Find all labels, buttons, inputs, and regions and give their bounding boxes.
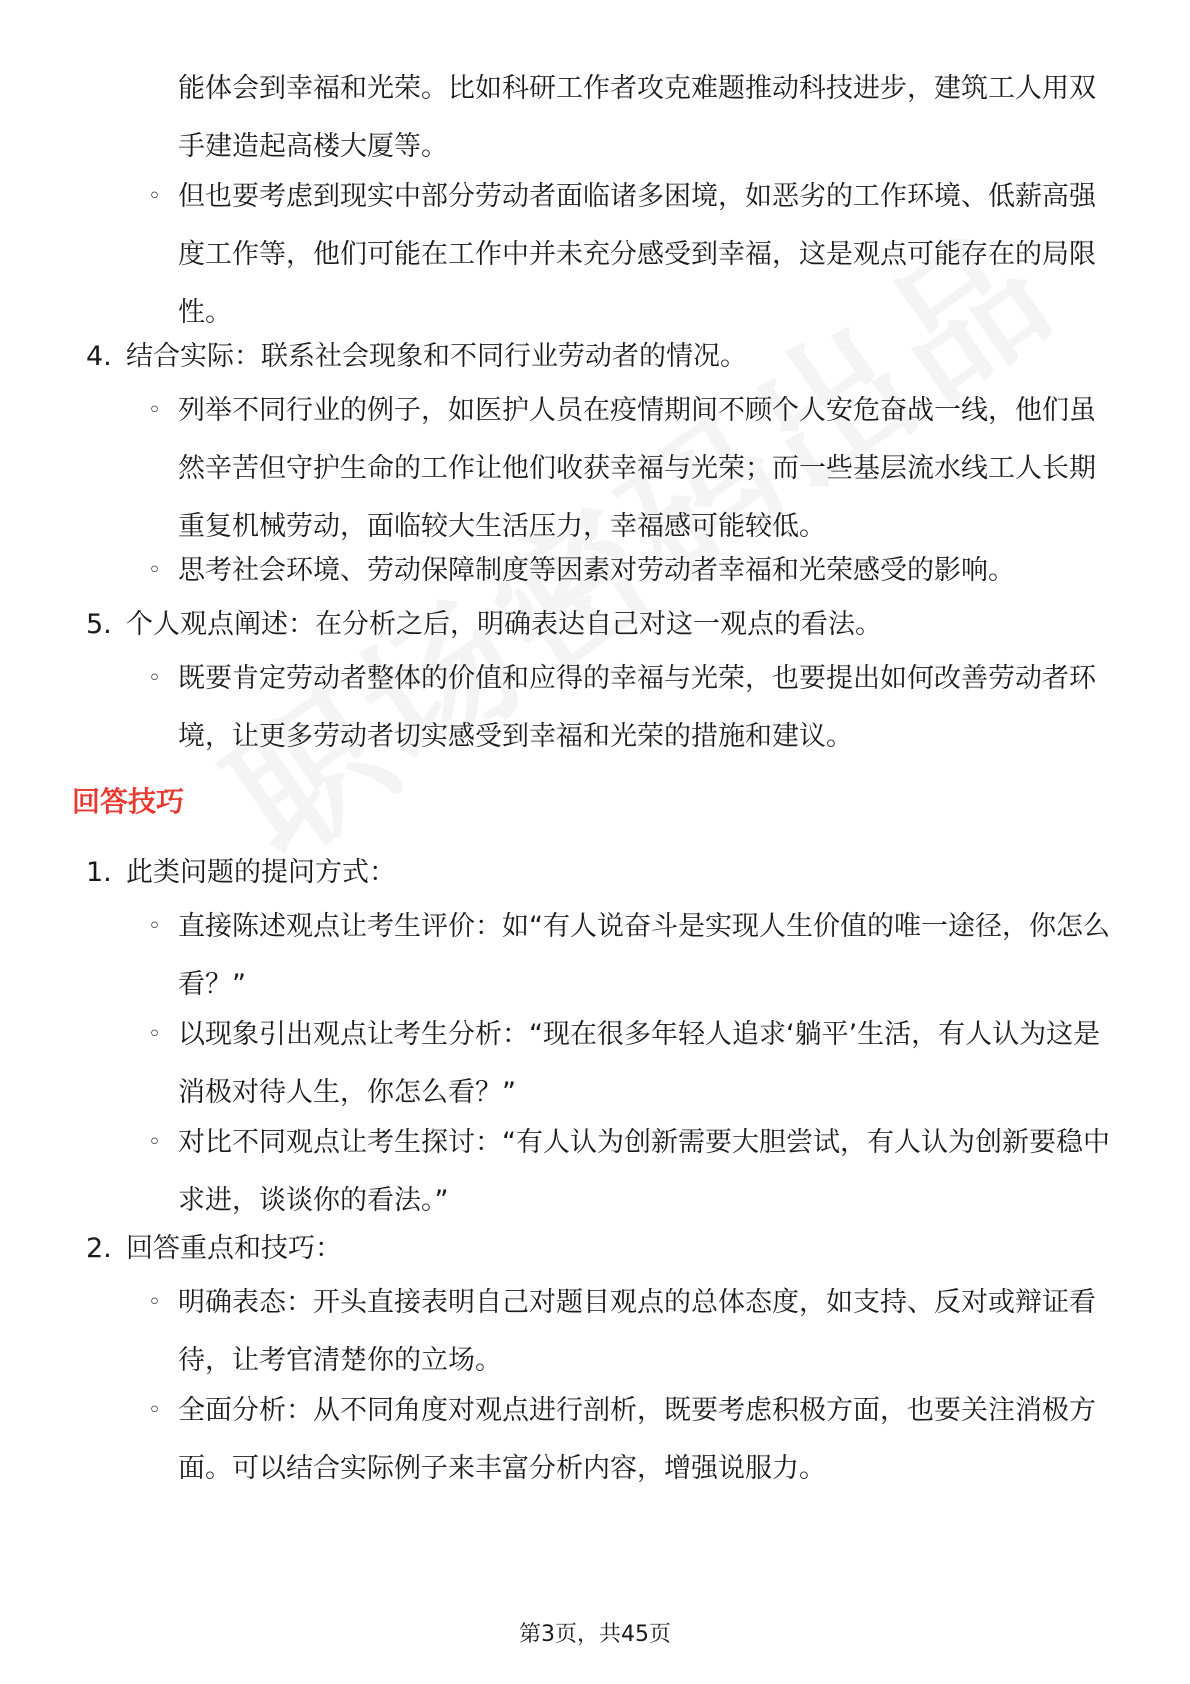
list-item-text: 既要肯定劳动者整体的价值和应得的幸福与光荣，也要提出如何改善劳动者环境，让更多劳动者切实感受到幸福和光荣的措施和建议。 — [178, 663, 1096, 752]
page-number: 第3页，共45页 — [519, 1622, 671, 1647]
bullet-icon: ◦ — [148, 666, 161, 691]
list-item-text: 以现象引出观点让考生分析：“现在很多年轻人追求‘躺平’生活，有人认为这是消极对待人生，你怎么看？” — [178, 1019, 1101, 1108]
list-item-text: 但也要考虑到现实中部分劳动者面临诸多困境，如恶劣的工作环境、低薪高强度工作等，他们可能在工作中并未充分感受到幸福，这是观点可能存在的局限性。 — [178, 181, 1096, 328]
list-item — [148, 1382, 1118, 1498]
bullet-icon: ◦ — [148, 1022, 161, 1047]
list-item-text: 直接陈述观点让考生评价：如“有人说奋斗是实现人生价值的唯一途径，你怎么看？” — [178, 911, 1110, 1000]
list-item — [148, 1006, 1118, 1122]
item-number: 4. — [86, 341, 112, 372]
list-item-text: 全面分析：从不同角度对观点进行剖析，既要考虑积极方面，也要关注消极方面。可以结合实际例子来丰富分析内容，增强说服力。 — [178, 1395, 1096, 1484]
bullet-icon: ◦ — [148, 558, 161, 583]
list-item — [148, 1114, 1118, 1230]
numbered-item — [86, 1220, 1126, 1278]
list-item-text: 思考社会环境、劳动保障制度等因素对劳动者幸福和光荣感受的影响。 — [178, 555, 1015, 586]
bullet-icon: ◦ — [148, 1398, 161, 1423]
list-item-text: 列举不同行业的例子，如医护人员在疫情期间不顾个人安危奋战一线，他们虽然辛苦但守护生命的工作让他们收获幸福与光荣；而一些基层流水线工人长期重复机械劳动，面临较大生活压力，幸福感可能较低。 — [178, 395, 1096, 542]
item-text: 此类问题的提问方式： — [126, 857, 396, 888]
item-text: 结合实际：联系社会现象和不同行业劳动者的情况。 — [126, 341, 747, 372]
numbered-item — [86, 328, 1126, 386]
item-text: 个人观点阐述：在分析之后，明确表达自己对这一观点的看法。 — [126, 609, 882, 640]
bullet-icon: ◦ — [148, 914, 161, 939]
list-item — [148, 1274, 1118, 1390]
list-item — [148, 168, 1118, 342]
item-number: 2. — [86, 1233, 112, 1264]
bullet-icon: ◦ — [148, 398, 161, 423]
list-item — [148, 650, 1118, 766]
list-item — [148, 542, 1118, 600]
item-text: 回答重点和技巧： — [126, 1233, 342, 1264]
bullet-icon: ◦ — [148, 1290, 161, 1315]
section-heading: 回答技巧 — [72, 785, 185, 818]
list-item — [148, 382, 1118, 556]
list-item — [178, 60, 1118, 176]
item-number: 1. — [86, 857, 112, 888]
item-number: 5. — [86, 609, 112, 640]
bullet-icon: ◦ — [148, 1130, 161, 1155]
list-item-text: 对比不同观点让考生探讨：“有人认为创新需要大胆尝试，有人认为创新要稳中求进，谈谈你的看法。” — [178, 1127, 1110, 1216]
numbered-item — [86, 844, 1126, 902]
list-item-text: 明确表态：开头直接表明自己对题目观点的总体态度，如支持、反对或辩证看待，让考官清楚你的立场。 — [178, 1287, 1096, 1376]
list-item-text: 能体会到幸福和光荣。比如科研工作者攻克难题推动科技进步，建筑工人用双手建造起高楼大厦等。 — [178, 73, 1096, 162]
numbered-item — [86, 596, 1126, 654]
list-item — [148, 898, 1118, 1014]
bullet-icon: ◦ — [148, 184, 161, 209]
